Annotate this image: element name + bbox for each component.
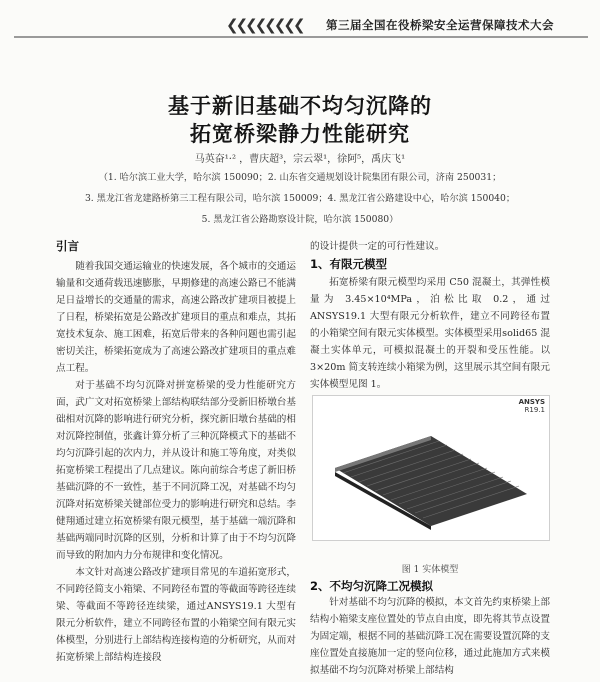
affiliation-line: （1. 哈尔滨工业大学，哈尔滨 150090；2. 山东省交通规划设计院集团有限公司，济南 250031；	[98, 172, 502, 183]
section2-paragraph: 针对基础不均匀沉降的模拟，本文首先约束桥梁上部结构小箱梁支座位置处的节点自由度，即先将其节点设置为固定端，根据不同的基础沉降工况在需要设置沉降的支座位置处直接施加一定的竖向位移，通过此施加方式来模拟基础不均匀沉降对桥梁上部结构	[310, 597, 550, 676]
intro-body	[56, 258, 296, 666]
fe-mesh-drawing	[313, 396, 549, 540]
paper-title-line2: 拓宽桥梁静力性能研究	[190, 122, 410, 146]
author-list: 马英奋¹·² ，曹庆超³，宗云翠¹，徐阿⁵，禹庆飞¹	[194, 154, 406, 165]
section2-heading: 2、不均匀沉降工况模拟	[310, 579, 434, 593]
intro-paragraph: 对于基础不均匀沉降对拼宽桥梁的受力性能研究方面，武广文对拓宽桥梁上部结构联结部分受新旧桥墩台基础相对沉降的影响进行研究分析，探究新旧墩台基础的相对沉降控制值，张鑫计算分析了三种沉降模式下的基础不均匀沉降引起的次内力，并从设计和施工等角度，对类似拓宽桥梁工程提出了几点建议。陈向前综合考虑了新旧桥基础沉降的不一致性，基于不同沉降工况，对基础不均匀沉降对拓宽桥梁关键部位受力的影响进行研究和总结。李健翔通过建立拓宽桥梁有限元模型，基于基础一端沉降和基础两端同时沉降的区别，分析和计算了由于不均匀沉降而导致的附加内力分布规律和变化情况。	[56, 380, 296, 561]
figure-fe-model	[312, 395, 550, 541]
right-column-continuation: 的设计提供一定的可行性建议。	[310, 241, 445, 252]
header-rule	[14, 36, 588, 38]
intro-heading: 引言	[56, 239, 79, 253]
ansys-logo: ANSYS R19.1	[518, 398, 545, 414]
section1-body	[310, 274, 550, 393]
conference-name: 第三届全国在役桥梁安全运营保障技术大会	[326, 18, 554, 32]
section1-heading: 1、有限元模型	[310, 257, 388, 271]
affiliation-line: 3. 黑龙江省龙建路桥第三工程有限公司，哈尔滨 150009；4. 黑龙江省公路建设中心，哈尔滨 150040；	[84, 193, 516, 204]
header-chevrons-icon: ❮❮❮❮❮❮❮❮	[226, 16, 303, 34]
intro-paragraph: 本文针对高速公路改扩建项目常见的车道拓宽形式，不同跨径简支小箱梁、不同跨径布置的等截面等跨径连续梁、等截面不等跨径连续梁，通过ANSYS19.1 大型有限元分析软件，建立不同跨径布置的小箱梁空间有限元实体模型，分别进行上部结构连接构造的分析研究，从而对拓宽桥梁上部结构连接段	[56, 567, 296, 663]
section2-body	[310, 594, 550, 679]
section1-paragraph: 拓宽桥梁有限元模型均采用 C50 混凝土，其弹性模量为 3.45×10⁴MPa，泊松比取 0.2，通过 ANSYS19.1 大型有限元分析软件，建立不同跨径布置的小箱梁空间有限元实体模型。实体模型采用solid65 混凝土实体单元，可模拟混凝土的开裂和受压性能。以 3×20m 简支转连续小箱梁为例，这里展示其空间有限元实体模型见图 1。	[310, 277, 550, 390]
intro-paragraph: 随着我国交通运输业的快速发展，各个城市的交通运输量和交通荷载迅速膨胀，早期修建的高速公路已不能满足日益增长的交通量的需求，高速公路改扩建项目被提上了日程，桥梁拓宽是公路改扩建项目的重点和难点，其拓宽技术复杂、施工困难，拓宽后带来的各种问题也需引起密切关注，桥梁拓宽成为了高速公路改扩建项目的重点难点工程。	[56, 261, 296, 374]
paper-title-line1: 基于新旧基础不均匀沉降的	[168, 94, 432, 118]
affiliation-line: 5. 黑龙江省公路勘察设计院，哈尔滨 150080）	[201, 214, 399, 225]
figure-caption: 图 1 实体模型	[401, 565, 459, 575]
